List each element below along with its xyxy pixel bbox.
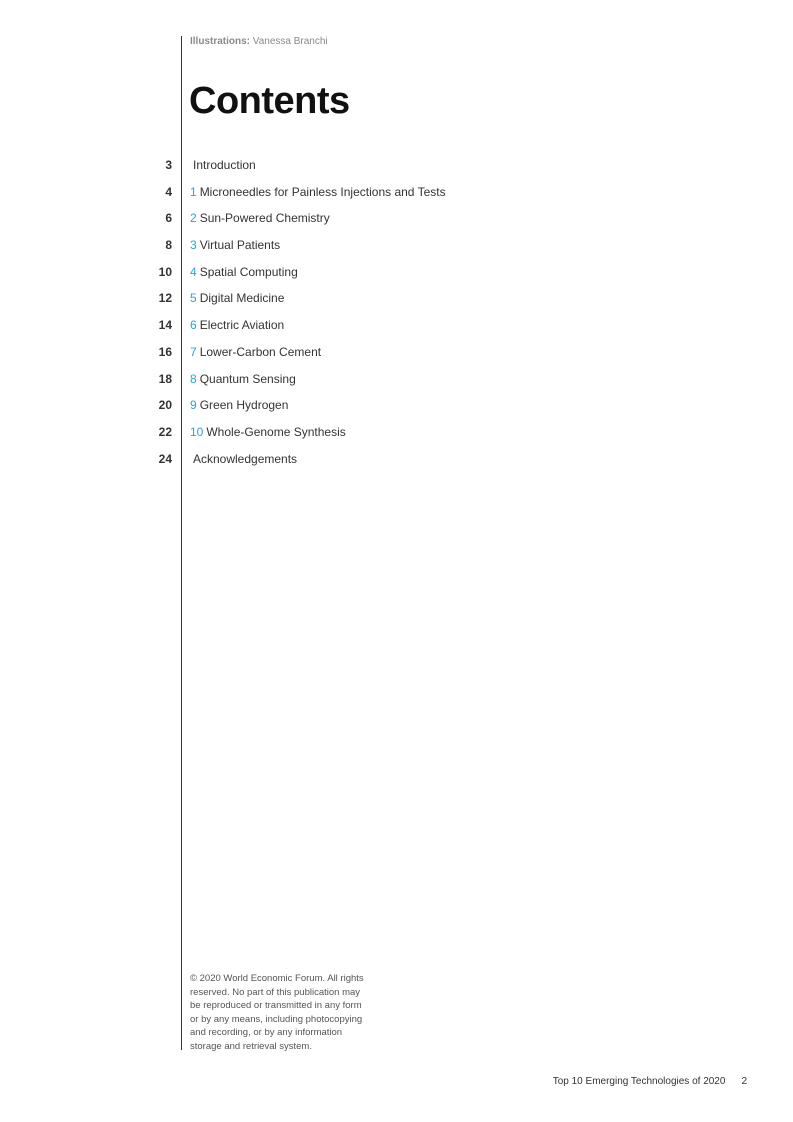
toc-entry	[190, 288, 284, 308]
toc-label: Virtual Patients	[199, 238, 281, 253]
toc-item-acknowledgements[interactable]	[0, 449, 793, 476]
toc-entry	[190, 208, 330, 228]
toc-tech-number: 7	[190, 344, 197, 359]
toc-tech-number: 10	[190, 424, 204, 439]
illustrations-name: Vanessa Branchi	[252, 36, 328, 47]
toc-entry	[190, 395, 288, 415]
toc-page-number: 20	[158, 398, 172, 413]
toc-label: Microneedles for Painless Injections and Tests	[199, 184, 446, 199]
toc-entry	[190, 235, 280, 255]
toc-item-lower-carbon-cement[interactable]	[0, 342, 793, 369]
toc-label: Digital Medicine	[199, 291, 285, 306]
toc-page-number: 3	[165, 158, 172, 172]
toc-label: Whole-Genome Synthesis	[206, 424, 346, 439]
toc-entry	[190, 182, 446, 202]
toc-page-number: 24	[158, 451, 172, 466]
toc-page-number: 12	[158, 291, 172, 306]
copyright-line: © 2020 World Economic Forum. All rights	[190, 973, 364, 984]
footer-page-number: 2	[741, 1076, 747, 1087]
toc-item-virtual-patients[interactable]	[0, 235, 793, 262]
toc-tech-number: 8	[190, 371, 197, 386]
toc-entry	[190, 369, 296, 389]
page-title: Contents	[189, 80, 350, 122]
toc-tech-number: 5	[190, 291, 197, 306]
toc-item-microneedles[interactable]	[0, 182, 793, 209]
copyright-line: or by any means, including photocopying	[190, 1013, 363, 1025]
page-footer	[553, 1076, 747, 1087]
toc-item-electric-aviation[interactable]	[0, 315, 793, 342]
illustrations-label: Illustrations:	[190, 36, 251, 47]
toc-label: Quantum Sensing	[199, 371, 296, 386]
toc-page-number: 14	[158, 318, 172, 333]
toc-entry	[190, 155, 256, 175]
toc-page-number: 22	[158, 424, 172, 439]
footer-report-title: Top 10 Emerging Technologies of 2020	[552, 1076, 726, 1087]
toc-label: Sun-Powered Chemistry	[199, 211, 330, 226]
toc-tech-number: 2	[190, 211, 197, 226]
copyright-notice	[190, 972, 380, 1053]
toc-item-sun-powered-chemistry[interactable]	[0, 208, 793, 235]
toc-page-number: 6	[165, 211, 172, 226]
toc-label: Lower-Carbon Cement	[199, 344, 322, 359]
table-of-contents	[0, 155, 793, 475]
toc-page-number: 4	[165, 184, 172, 199]
illustrations-credit	[190, 36, 328, 47]
toc-item-spatial-computing[interactable]	[0, 262, 793, 289]
toc-page-number: 16	[158, 344, 172, 359]
copyright-line: storage and retrieval system.	[190, 1040, 312, 1052]
copyright-line: reserved. No part of this publication may	[190, 986, 361, 998]
toc-entry	[190, 315, 284, 335]
toc-item-introduction[interactable]	[0, 155, 793, 182]
copyright-line: and recording, or by any information	[190, 1027, 343, 1038]
toc-label: Electric Aviation	[199, 318, 285, 333]
toc-entry	[190, 449, 297, 469]
toc-item-quantum-sensing[interactable]	[0, 369, 793, 396]
toc-item-digital-medicine[interactable]	[0, 288, 793, 315]
toc-entry	[190, 342, 321, 362]
toc-tech-number: 4	[190, 264, 197, 279]
toc-tech-number: 1	[190, 184, 197, 199]
toc-page-number: 18	[158, 371, 172, 386]
copyright-line: be reproduced or transmitted in any form	[190, 1000, 362, 1011]
toc-entry	[190, 422, 346, 442]
toc-tech-number: 3	[190, 238, 197, 253]
toc-label: Introduction	[193, 158, 256, 172]
toc-page-number: 8	[165, 238, 172, 253]
toc-tech-number: 6	[190, 318, 197, 333]
toc-label: Acknowledgements	[193, 451, 298, 466]
toc-label: Spatial Computing	[199, 264, 298, 279]
toc-label: Green Hydrogen	[199, 398, 289, 413]
toc-tech-number: 9	[190, 398, 197, 413]
toc-item-green-hydrogen[interactable]	[0, 395, 793, 422]
toc-item-whole-genome-synthesis[interactable]	[0, 422, 793, 449]
toc-entry	[190, 262, 298, 282]
toc-page-number: 10	[158, 264, 172, 279]
